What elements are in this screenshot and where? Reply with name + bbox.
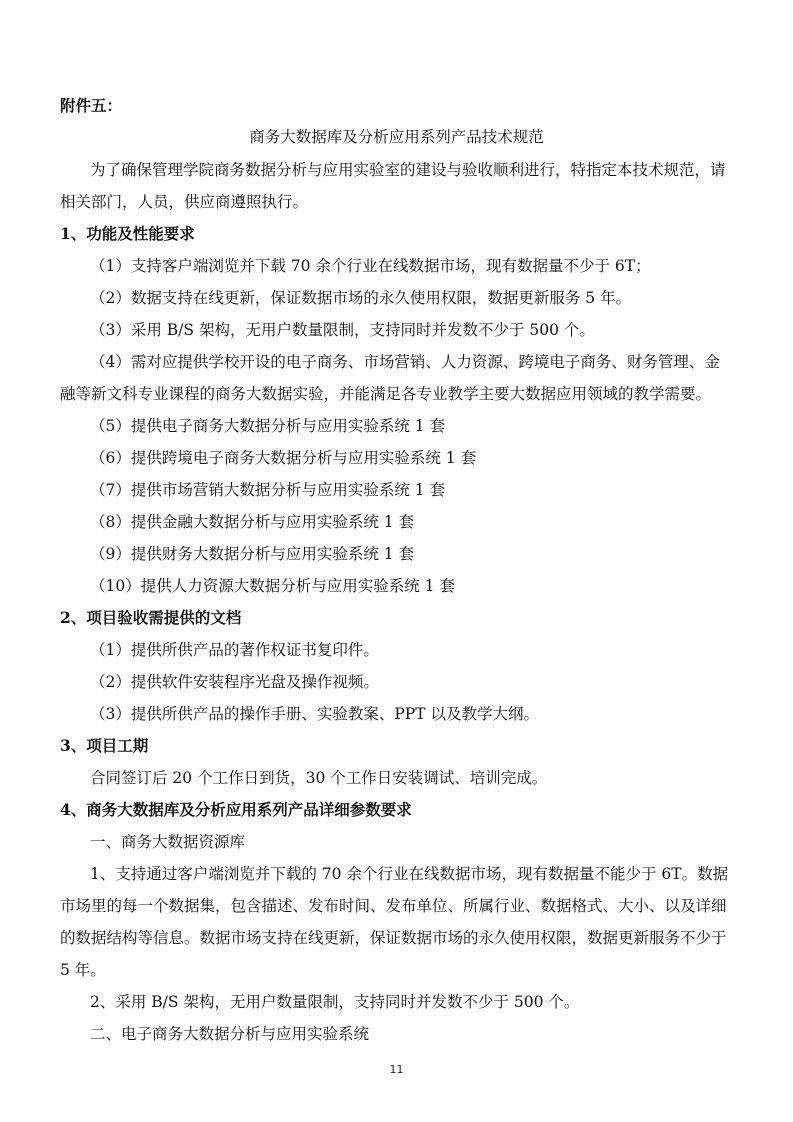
section-1-item: （1）支持客户端浏览并下载 70 余个行业在线数据市场，现有数据量不少于 6T； [90, 257, 651, 275]
section-1-item: （10）提供人力资源大数据分析与应用实验系统 1 套 [90, 577, 455, 595]
section-1-item: （3）采用 B/S 架构，无用户数量限制，支持同时并发数不少于 500 个。 [90, 321, 595, 339]
section-4-paragraph-1-line: 1、支持通过客户端浏览并下载的 70 余个行业在线数据市场，现有数据量不能少于 6T。数据 [90, 865, 729, 883]
section-1-item: （6）提供跨境电子商务大数据分析与应用实验系统 1 套 [90, 449, 477, 467]
section-2-item: （2）提供软件安装程序光盘及操作视频。 [90, 673, 379, 691]
section-4-paragraph-2: 2、采用 B/S 架构，无用户数量限制，支持同时并发数不少于 500 个。 [90, 993, 580, 1011]
section-1-item: （5）提供电子商务大数据分析与应用实验系统 1 套 [90, 417, 446, 435]
section-1-item: （7）提供市场营销大数据分析与应用实验系统 1 套 [90, 481, 446, 499]
section-1-item: （9）提供财务大数据分析与应用实验系统 1 套 [90, 545, 415, 563]
document-title: 商务大数据库及分析应用系列产品技术规范 [249, 128, 544, 146]
section-1-item: （4）需对应提供学校开设的电子商务、市场营销、人力资源、跨境电子商务、财务管理、金 [90, 353, 720, 371]
section-2-heading: 2、项目验收需提供的文档 [60, 608, 242, 627]
section-1-item: （2）数据支持在线更新，保证数据市场的永久使用权限，数据更新服务 5 年。 [90, 289, 632, 307]
intro-line-1: 为了确保管理学院商务数据分析与应用实验室的建设与验收顺利进行，特指定本技术规范，请 [90, 161, 726, 179]
attachment-label: 附件五： [60, 96, 123, 115]
section-1-heading: 1、功能及性能要求 [60, 224, 195, 243]
section-4-paragraph-1-line: 市场里的每一个数据集，包含描述、发布时间、发布单位、所属行业、数据格式、大小、以及详细 [60, 897, 727, 915]
section-2-item: （1）提供所供产品的著作权证书复印件。 [90, 641, 379, 659]
section-3-heading: 3、项目工期 [60, 736, 149, 755]
section-4-subheading-2: 二、电子商务大数据分析与应用实验系统 [90, 1025, 370, 1043]
section-2-item: （3）提供所供产品的操作手册、实验教案、PPT 以及教学大纲。 [90, 705, 539, 723]
section-3-text: 合同签订后 20 个工作日到货，30 个工作日安装调试、培训完成。 [90, 769, 548, 787]
section-4-heading: 4、商务大数据库及分析应用系列产品详细参数要求 [60, 800, 412, 819]
section-4-paragraph-1-line: 的数据结构等信息。数据市场支持在线更新，保证数据市场的永久使用权限，数据更新服务不少于 [60, 929, 727, 947]
section-4-paragraph-1-line: 5 年。 [60, 961, 106, 979]
section-4-subheading-1: 一、商务大数据资源库 [90, 833, 246, 851]
page-number: 11 [389, 1063, 404, 1076]
section-1-item-continued: 融等新文科专业课程的商务大数据实验，并能满足各专业教学主要大数据应用领域的教学需要。 [60, 385, 712, 403]
intro-line-2: 相关部门，人员，供应商遵照执行。 [60, 193, 309, 211]
section-1-item: （8）提供金融大数据分析与应用实验系统 1 套 [90, 513, 415, 531]
